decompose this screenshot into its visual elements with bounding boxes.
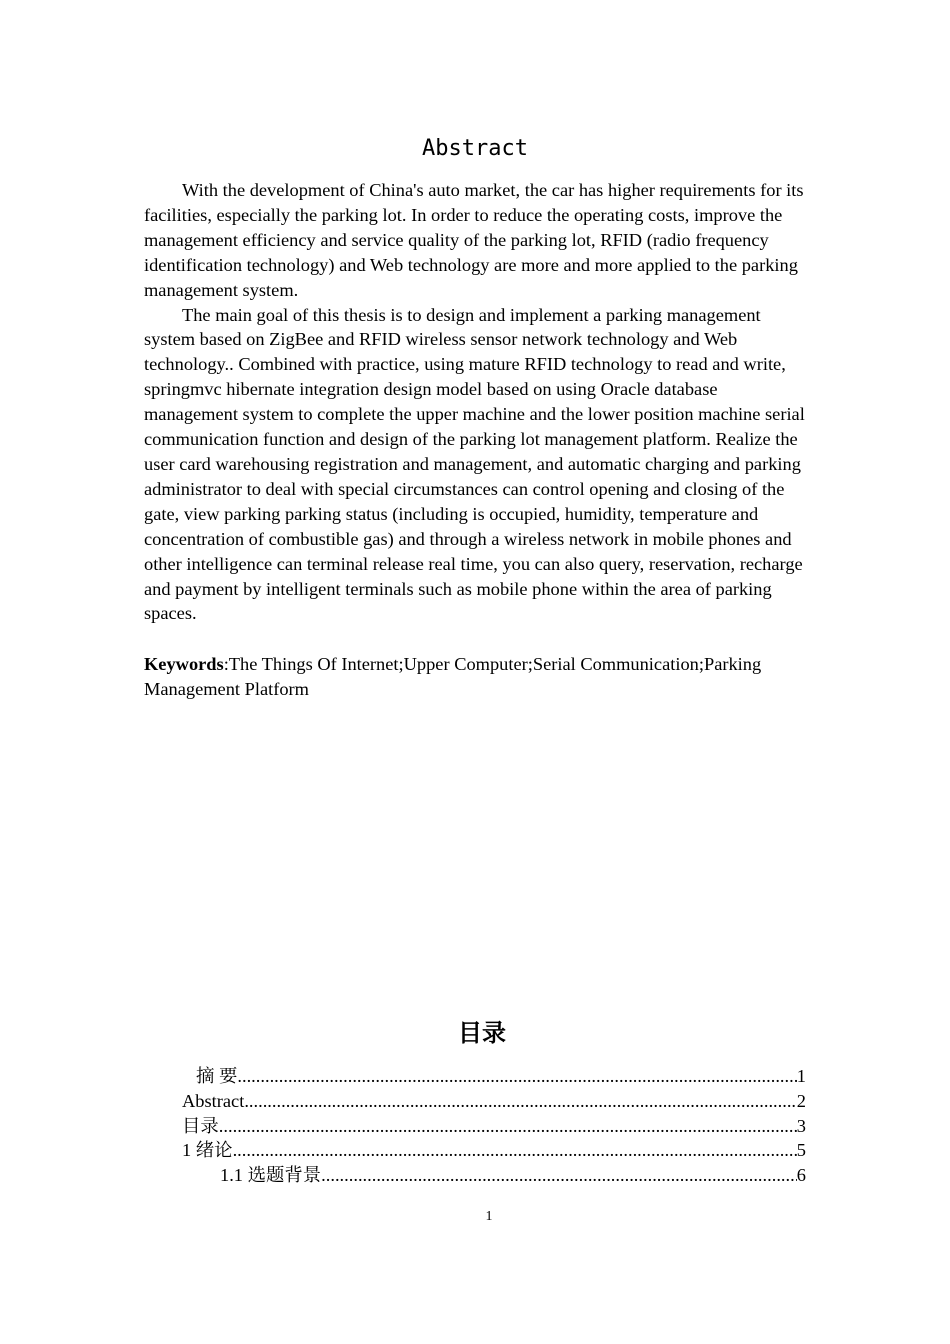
toc-entry-section-1-1[interactable]: [182, 1163, 806, 1188]
keywords-text: :The Things Of Internet;Upper Computer;Serial Communication;Parking Management Platform: [144, 654, 762, 699]
toc-leader-dots: [244, 1089, 796, 1114]
toc-entry-label: Abstract: [182, 1090, 245, 1111]
toc-leader-dots: [321, 1163, 797, 1188]
toc-entry-page: 3: [796, 1115, 806, 1136]
toc-leader-dots: [233, 1138, 797, 1163]
toc-entry-label: 1 绪论: [182, 1140, 233, 1161]
toc-entry-page: 5: [796, 1140, 806, 1161]
abstract-title: Abstract: [422, 136, 528, 161]
toc-entry-label: 1.1 选题背景: [220, 1165, 322, 1186]
keywords-label: Keywords: [144, 654, 224, 674]
toc-entry-label: 摘 要: [196, 1066, 238, 1086]
toc-title: 目录: [458, 1019, 506, 1047]
abstract-body: [144, 178, 808, 626]
toc-entry-abstract-cn[interactable]: [182, 1064, 806, 1089]
toc-leader-dots: [219, 1114, 797, 1139]
toc-entry-contents[interactable]: [182, 1114, 806, 1139]
toc-entry-abstract[interactable]: [182, 1089, 806, 1114]
toc-entry-label: 目录: [182, 1115, 219, 1136]
abstract-paragraph-2: The main goal of this thesis is to design and implement a parking management system based on ZigBee and RFID wireless sensor network technology and Web technology.. Combined with practice, using mature RFID technology to read and write, springmvc hibernate integration design model based on using Oracle database management system to complete the upper machine and the lower position machine serial communication function and design of the parking lot management platform. Realize the user card warehousing registration and management, and automatic charging and parking administrator to deal with special circumstances can control opening and closing of the gate, view parking parking status (including is occupied, humidity, temperature and concentration of combustible gas) and through a wireless network in mobile phones and other intelligence can terminal release real time, you can also query, reservation, recharge and payment by intelligent terminals such as mobile phone within the area of parking spaces.: [144, 304, 805, 624]
keywords-line: [144, 652, 808, 702]
page-number: 1: [485, 1209, 493, 1224]
toc-entry-page: 1: [796, 1066, 806, 1086]
abstract-paragraph-1: With the development of China's auto market, the car has higher requirements for its facilities, especially the parking lot. In order to reduce the operating costs, improve the management efficiency and service quality of the parking lot, RFID (radio frequency identification technology) and Web technology are more and more applied to the parking management system.: [144, 180, 804, 300]
toc-leader-dots: [237, 1064, 796, 1089]
toc-entry-chapter-1[interactable]: [182, 1138, 806, 1163]
toc-entry-page: 2: [796, 1090, 806, 1111]
table-of-contents: [182, 1064, 806, 1188]
toc-entry-page: 6: [796, 1165, 806, 1186]
